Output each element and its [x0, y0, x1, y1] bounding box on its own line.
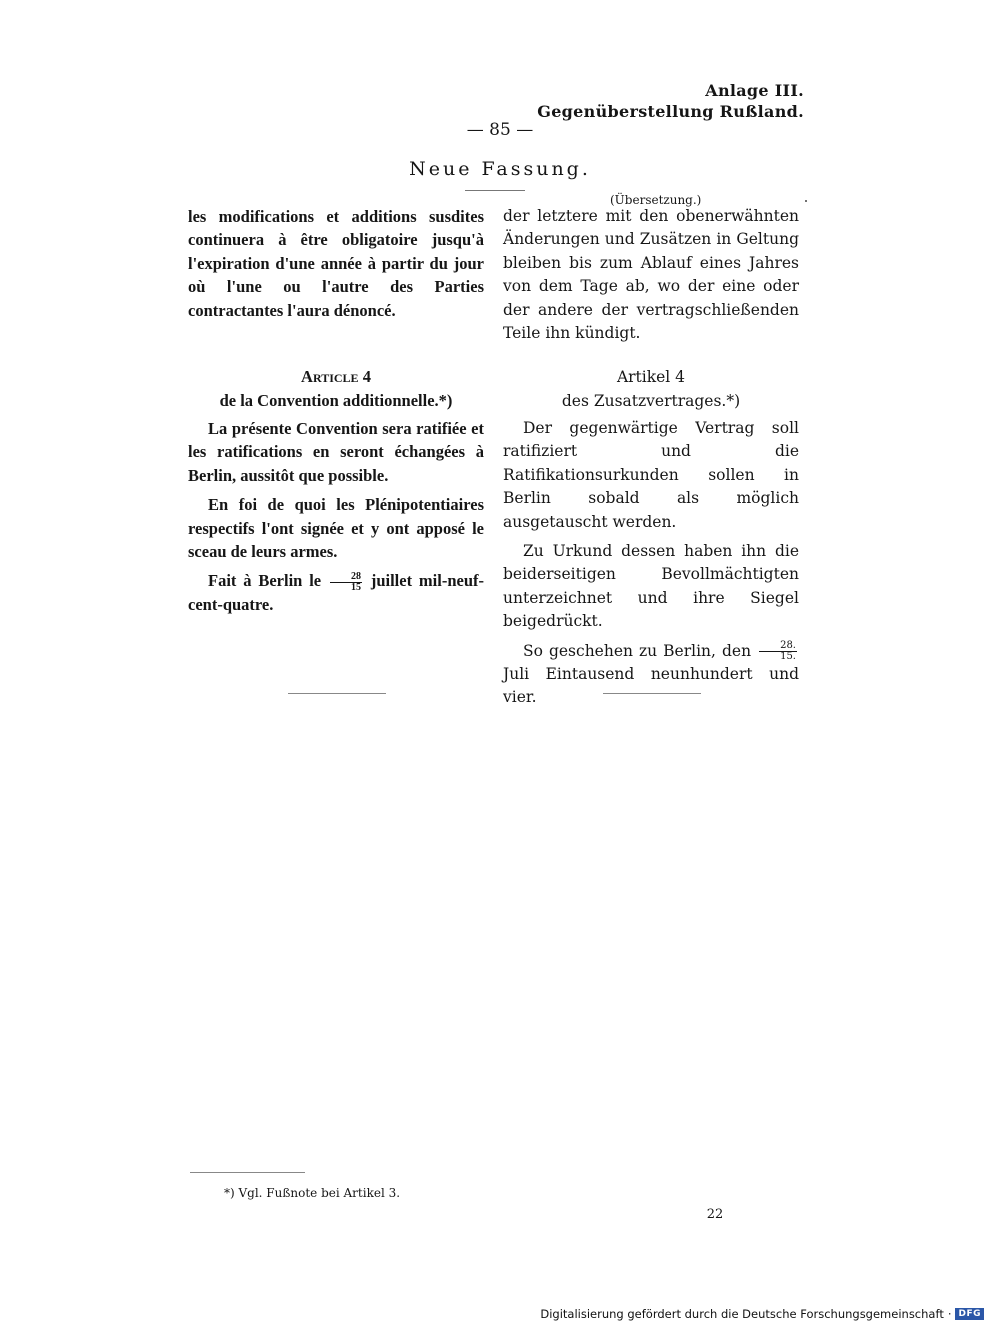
- print-speck: [805, 200, 807, 202]
- german-intro-block: [503, 205, 799, 346]
- annex-header: [537, 80, 804, 122]
- german-article-title: Artikel 4: [616, 368, 686, 386]
- german-paragraph-date: [503, 640, 799, 710]
- german-intro-text: der letztere mit den obenerwähnten Änderungen und Zusätzen in Geltung bleiben bis zum Ablauf eines Jahres von dem Tage ab, wo der eine oder der andere der vertragschließenden Teile ihn kündigt.: [503, 207, 799, 343]
- footnote: *) Vgl. Fußnote bei Artikel 3.: [224, 1186, 401, 1200]
- heading-rule: [465, 190, 525, 191]
- section-heading: Neue Fassung.: [409, 158, 591, 180]
- german-column: [503, 205, 799, 710]
- german-end-rule: [603, 693, 701, 694]
- dfg-credit: [540, 1307, 984, 1321]
- french-article-number: 4: [362, 367, 371, 386]
- french-article-subtitle: de la Convention additionnelle.*): [219, 391, 453, 410]
- french-paragraph-ratification: La présente Convention sera ratifiée et les ratifications en seront échangées à Berlin, aussitôt que possible.: [188, 419, 484, 485]
- signature-mark: 22: [706, 1207, 724, 1222]
- dfg-separator: ·: [947, 1307, 952, 1321]
- german-paragraph-ratification: Der gegenwärtige Vertrag soll ratifiziert und die Ratifikationsurkunden sollen in Berlin sobald als möglich ausgetauscht werden.: [503, 419, 799, 531]
- french-intro-block: [188, 205, 484, 346]
- french-date-denominator: 15: [350, 582, 361, 594]
- annex-subtitle: Gegenüberstellung Rußland.: [537, 102, 804, 121]
- german-article-subtitle: des Zusatzvertrages.*): [561, 392, 741, 410]
- french-date-fraction: [330, 572, 362, 593]
- french-paragraph-signature: En foi de quoi les Plénipotentiaires respectifs l'ont signée et y ont apposé le sceau de leurs armes.: [188, 495, 484, 562]
- footnote-rule: [190, 1172, 305, 1173]
- french-article-label: Article: [301, 367, 359, 386]
- german-date-prefix: So geschehen zu Berlin, den: [523, 641, 752, 660]
- french-date-suffix: juillet mil-neuf-cent-quatre.: [188, 571, 485, 615]
- french-article-title: [188, 365, 484, 389]
- german-date-fraction: [759, 641, 797, 662]
- french-date-numerator: 28: [330, 572, 362, 583]
- french-column: [188, 205, 484, 617]
- dfg-logo: DFG: [955, 1308, 984, 1320]
- german-date-numerator: 28.: [759, 641, 797, 652]
- page-number: — 85 —: [466, 120, 534, 140]
- translation-note: (Übersetzung.): [610, 193, 702, 207]
- french-date-prefix: Fait à Berlin le: [208, 571, 322, 591]
- german-paragraph-signature: Zu Urkund dessen haben ihn die beiderseitigen Bevollmächtigten unterzeichnet und ihre Siegel beigedrückt.: [503, 542, 799, 631]
- dfg-credit-text: Digitalisierung gefördert durch die Deutsche Forschungsgemeinschaft: [540, 1307, 944, 1321]
- german-date-denominator: 15.: [780, 651, 796, 663]
- german-date-suffix: Juli Eintausend neunhundert und vier.: [503, 665, 799, 707]
- french-end-rule: [288, 693, 386, 694]
- french-paragraph-date: [188, 569, 484, 616]
- annex-label: Anlage III.: [705, 81, 804, 100]
- french-intro-text: les modifications et additions susdites continuera à être obligatoire jusqu'à l'expiration d'une année à partir du jour où l'une ou l'autre des Parties contractantes l'aura dénoncé.: [188, 207, 484, 320]
